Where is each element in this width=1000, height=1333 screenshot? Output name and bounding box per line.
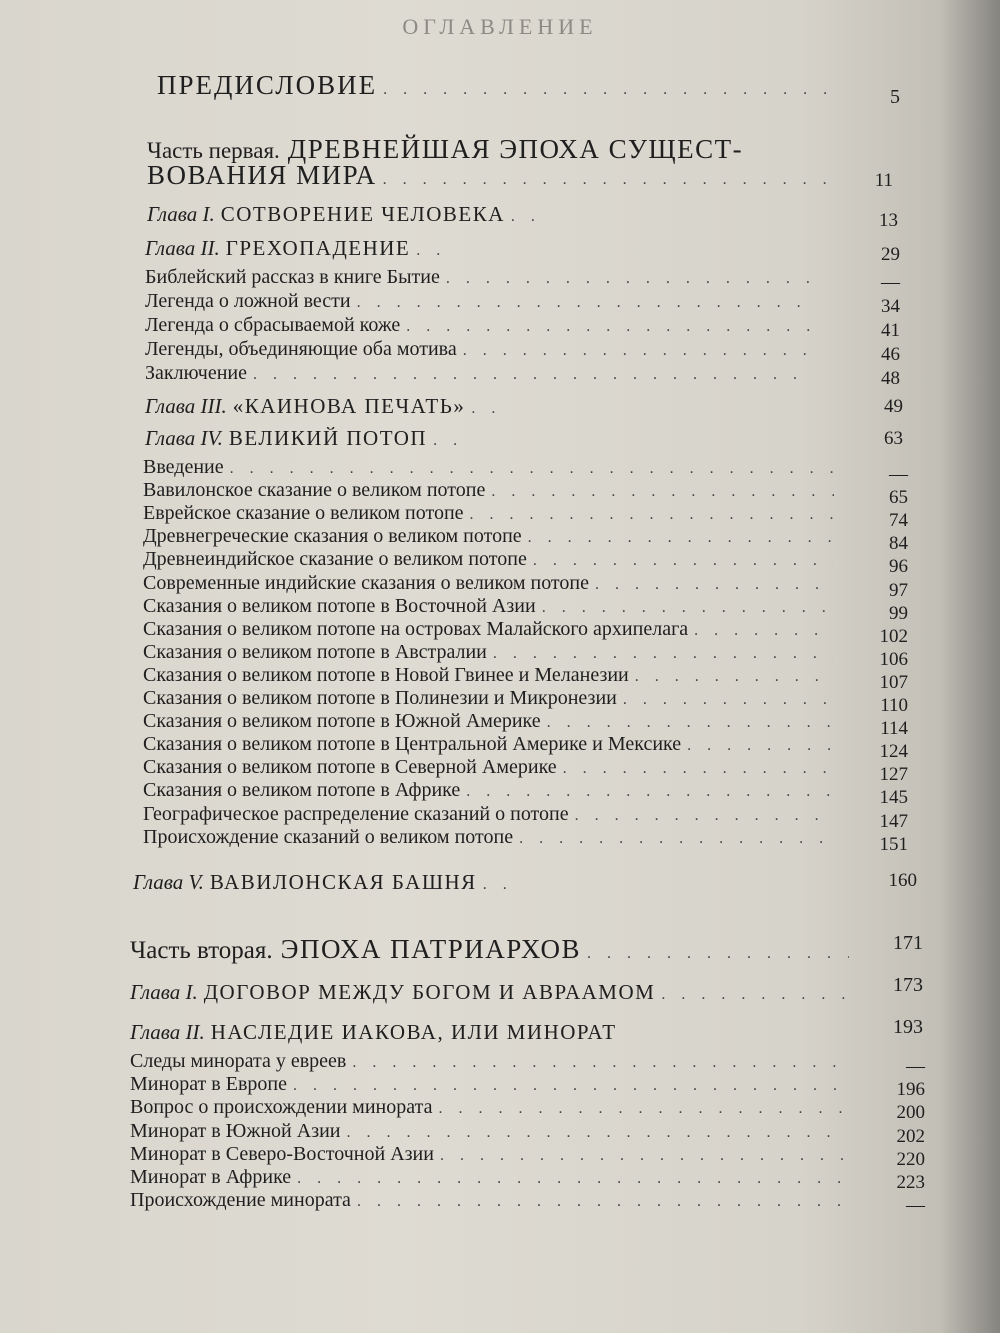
chapter-1-3 [145, 394, 507, 419]
section-title: Минорат в Южной Азии [130, 1119, 341, 1142]
leader-dots [533, 552, 834, 570]
toc-section-entry [143, 548, 840, 571]
leader-dots [511, 208, 551, 226]
page-number: 29 [881, 244, 900, 265]
section-title: Минорат в Африке [130, 1166, 292, 1188]
leader-dots [352, 1054, 844, 1072]
section-title: Сказания о великом потопе в Центральной Америке и Мексике [143, 733, 682, 756]
leader-dots [563, 760, 834, 778]
page-number: 173 [893, 974, 923, 996]
page-number: 63 [884, 428, 903, 449]
page-number: 102 [879, 625, 908, 647]
part-heading-1-cont [147, 160, 842, 191]
toc-section-entry [130, 1189, 850, 1212]
toc-section-entry [143, 710, 840, 733]
chapter-title: ВАВИЛОНСКАЯ БАШНЯ [209, 870, 477, 894]
chapter-title: ГРЕХОПАДЕНИЕ [225, 236, 411, 260]
page-number: — [881, 272, 900, 293]
page-number: 96 [889, 556, 908, 578]
chapter-label: Глава III. [145, 394, 227, 418]
leader-dots [293, 1077, 844, 1095]
leader-dots [595, 576, 834, 594]
section-title: Вопрос о происхождении минората [130, 1096, 433, 1119]
chapter-label: Глава II. [130, 1020, 205, 1044]
page-number: 106 [879, 648, 908, 670]
leader-dots [440, 1147, 844, 1165]
toc-section-entry [143, 479, 840, 502]
leader-dots [297, 1170, 844, 1188]
page-number: 84 [889, 533, 908, 555]
section-title: Сказания о великом потопе в Африке [143, 779, 461, 802]
section-title: Древнеиндийское сказание о великом потопе [143, 548, 527, 571]
toc-entry-preface [157, 70, 832, 101]
leader-dots [383, 171, 836, 189]
toc-section-entry [145, 362, 820, 385]
page-number: 124 [879, 741, 908, 763]
page-number: 147 [879, 810, 908, 832]
chapter-title: ВЕЛИКИЙ ПОТОП [228, 426, 428, 450]
chapter-title: СОТВОРЕНИЕ ЧЕЛОВЕКА [220, 202, 505, 226]
leader-dots [406, 318, 814, 336]
toc-section-entry [130, 1143, 850, 1166]
section-title: Происхождение минората [130, 1189, 351, 1212]
page-number: 220 [896, 1148, 925, 1170]
toc-section-entry [143, 687, 840, 710]
page-number: 145 [879, 787, 908, 809]
leader-dots [623, 691, 834, 709]
leader-dots [587, 945, 849, 963]
page-number: — [906, 1195, 925, 1217]
chapter-1-1 [147, 202, 557, 227]
leader-dots [687, 737, 834, 755]
leader-dots [416, 242, 446, 260]
section-title: Сказания о великом потопе в Северной Америке [143, 756, 557, 779]
page-number: 160 [888, 870, 917, 891]
section-title: Сказания о великом потопе в Восточной Азии [143, 594, 536, 617]
section-title: Следы минората у евреев [130, 1050, 347, 1072]
page-number: — [906, 1056, 925, 1077]
chapter-2-2 [130, 1020, 617, 1045]
leader-dots [357, 1193, 844, 1211]
leader-dots [547, 714, 834, 732]
section-title: Введение [143, 456, 224, 478]
leader-dots [493, 645, 834, 663]
leader-dots [470, 506, 834, 524]
page-number: 34 [881, 296, 900, 317]
leader-dots [491, 483, 834, 501]
leader-dots [383, 81, 826, 99]
section-title: Географическое распределение сказаний о потопе [143, 802, 569, 825]
toc-section-entry [145, 314, 820, 337]
part-heading-2 [130, 934, 855, 965]
part-label: Часть вторая. [130, 937, 273, 964]
chapter-title: НАСЛЕДИЕ ИАКОВА, ИЛИ МИНОРАТ [210, 1020, 617, 1044]
page-number: 11 [874, 170, 893, 191]
section-title: Сказания о великом потопе в Австралии [143, 640, 487, 663]
page-number: 5 [890, 86, 900, 108]
part-title-line-2: ВОВАНИЯ МИРА [147, 160, 377, 190]
leader-dots [347, 1124, 844, 1142]
toc-section-entry [130, 1073, 850, 1096]
section-title: Заключение [145, 362, 247, 384]
leader-dots [519, 830, 834, 848]
section-title: Сказания о великом потопе на островах Малайского архипелага [143, 617, 689, 640]
page-number: 49 [884, 396, 903, 417]
page-number: — [889, 464, 908, 485]
section-title: Современные индийские сказания о великом потопе [143, 571, 589, 594]
page-number: 107 [879, 671, 908, 693]
section-title: Легенда о ложной вести [145, 290, 351, 312]
section-title: Происхождение сказаний о великом потопе [143, 825, 514, 848]
section-title: Сказания о великом потопе в Новой Гвинее и Меланезии [143, 663, 629, 686]
toc-section-entry [145, 266, 820, 289]
page-number: 200 [896, 1102, 925, 1124]
leader-dots [575, 807, 834, 825]
leader-dots [528, 529, 834, 547]
section-title: Еврейское сказание о великом потопе [143, 502, 464, 525]
section-title: Сказания о великом потопе в Южной Америке [143, 710, 541, 733]
chapter-1-2 [145, 236, 452, 261]
toc-section-entry [143, 595, 840, 618]
toc-section-entry [130, 1120, 850, 1143]
page-number: 74 [889, 510, 908, 532]
section-title: Древнегреческие сказания о великом потопе [143, 525, 522, 548]
section-title: Минорат в Европе [130, 1073, 287, 1096]
leader-dots [542, 599, 834, 617]
toc-section-entry [143, 756, 840, 779]
leader-dots [438, 1100, 844, 1118]
page-number: 48 [881, 368, 900, 389]
chapter-2-1 [130, 980, 855, 1005]
toc-section-entry [143, 572, 840, 595]
leader-dots [433, 432, 463, 450]
toc-section-entry [145, 338, 820, 361]
chapter-1-5 [133, 870, 519, 895]
chapter-title: ДОГОВОР МЕЖДУ БОГОМ И АВРААМОМ [203, 980, 656, 1004]
page-number: 97 [889, 579, 908, 601]
toc-section-entry [143, 803, 840, 826]
page-header: ОГЛАВЛЕНИЕ [402, 14, 598, 39]
chapter-label: Глава IV. [145, 426, 223, 450]
section-title: Библейский рассказ в книге Бытие [145, 266, 440, 288]
toc-section-entry [130, 1050, 850, 1073]
toc-section-entry [143, 779, 840, 802]
toc-section-entry [143, 733, 840, 756]
leader-dots [253, 366, 814, 384]
leader-dots [446, 270, 814, 288]
leader-dots [661, 986, 849, 1004]
page-number: 171 [893, 932, 923, 954]
toc-section-entry [143, 456, 840, 479]
page-number: 151 [879, 833, 908, 855]
section-title: Легенда о сбрасываемой коже [145, 314, 401, 336]
toc-section-entry [130, 1166, 850, 1189]
part-label: Часть первая. [147, 138, 280, 163]
chapter-label: Глава I. [130, 980, 198, 1004]
part-title-line-1: ДРЕВНЕЙШАЯ ЭПОХА СУЩЕСТ- [287, 134, 744, 164]
toc-section-entry [143, 502, 840, 525]
page-number: 114 [880, 718, 908, 740]
page-number: 223 [896, 1172, 925, 1193]
toc-section-entry [143, 664, 840, 687]
section-title: Вавилонское сказание о великом потопе [143, 479, 486, 502]
chapter-1-4 [145, 426, 469, 451]
section-title: Сказания о великом потопе в Полинезии и Микронезии [143, 687, 617, 709]
page-number: 127 [879, 764, 908, 786]
toc-section-entry [145, 290, 820, 313]
page-number: 46 [881, 344, 900, 365]
toc-section-entry [143, 618, 840, 641]
toc-section-entry [143, 641, 840, 664]
leader-dots [483, 876, 513, 894]
chapter-label: Глава I. [147, 202, 215, 226]
leader-dots [635, 668, 834, 686]
leader-dots [471, 400, 501, 418]
part-title: ЭПОХА ПАТРИАРХОВ [280, 934, 581, 964]
page-number: 110 [880, 695, 908, 716]
toc-section-entry [130, 1096, 850, 1119]
page-number: 65 [889, 487, 908, 509]
page-number: 41 [881, 320, 900, 341]
page-number: 202 [896, 1125, 925, 1147]
chapter-label: Глава V. [133, 870, 204, 894]
leader-dots [357, 294, 814, 312]
entry-title: ПРЕДИСЛОВИЕ [157, 70, 378, 100]
section-title: Легенды, объединяющие оба мотива [145, 338, 457, 360]
leader-dots [463, 342, 814, 360]
toc-section-entry [143, 525, 840, 548]
chapter-label: Глава II. [145, 236, 220, 260]
page-number: 13 [879, 210, 898, 231]
page-number: 196 [896, 1079, 925, 1101]
page-number: 193 [893, 1016, 923, 1038]
leader-dots [694, 622, 834, 640]
chapter-title: «КАИНОВА ПЕЧАТЬ» [232, 394, 466, 418]
page-number: 99 [889, 602, 908, 624]
leader-dots [230, 460, 834, 478]
toc-section-entry [143, 826, 840, 849]
leader-dots [466, 783, 834, 801]
section-title: Минорат в Северо-Восточной Азии [130, 1142, 434, 1165]
